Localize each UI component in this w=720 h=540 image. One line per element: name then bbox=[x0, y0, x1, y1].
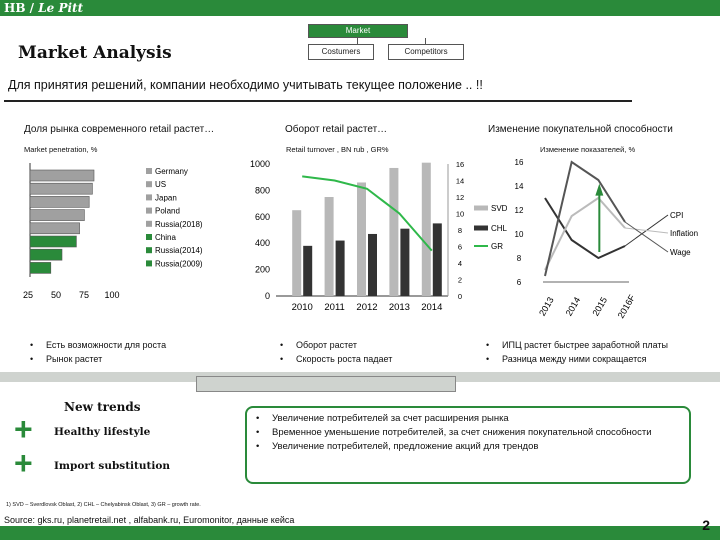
turnover-bullets bbox=[296, 338, 392, 366]
category-label: US bbox=[155, 180, 167, 190]
y2-tick-label: 12 bbox=[455, 193, 465, 202]
legend-swatch bbox=[146, 221, 152, 227]
market-penetration-chart bbox=[20, 155, 250, 305]
brand-logo: HB / Le Pitt bbox=[4, 1, 84, 15]
category-label: Russia(2014) bbox=[155, 246, 203, 256]
bar bbox=[30, 170, 94, 181]
trend-item: Healthy lifestyle bbox=[54, 426, 151, 438]
y-tick-label: 12 bbox=[514, 206, 524, 215]
legend-label: CHL bbox=[491, 224, 508, 233]
y-tick-label: 8 bbox=[516, 254, 522, 263]
x-tick-label: 2013 bbox=[388, 302, 410, 313]
x-tick-label: 2016F bbox=[615, 292, 638, 321]
purchasing-power-chart bbox=[505, 152, 717, 324]
y2-tick-label: 10 bbox=[455, 209, 465, 219]
leader-line bbox=[625, 228, 668, 233]
tab-market[interactable]: Market bbox=[308, 24, 408, 38]
trend-item: Import substitution bbox=[54, 460, 171, 472]
tab-customers[interactable]: Costumers bbox=[308, 44, 374, 60]
turnover-title: Оборот retail растет… bbox=[285, 124, 388, 135]
plus-icon: + bbox=[14, 411, 33, 447]
category-label: China bbox=[155, 233, 176, 242]
footnote: 1) SVD – Sverdlovsk Oblast, 2) CHL – Chelyabinsk Oblast, 3) GR – growth rate. bbox=[6, 502, 201, 508]
y2-tick-label: 6 bbox=[457, 242, 463, 252]
source: Source: gks.ru, planetretail.net , alfabank.ru, Euromonitor, данные кейса bbox=[4, 515, 295, 525]
y-tick-label: 800 bbox=[254, 185, 270, 196]
trend-points bbox=[272, 412, 682, 454]
bar-chl bbox=[400, 229, 409, 296]
legend-label: GR bbox=[491, 242, 503, 251]
tab-competitors[interactable]: Competitors bbox=[388, 44, 464, 60]
bar bbox=[30, 196, 89, 207]
bullet: • Временное уменьшение потребителей, за счет снижения покупательной способности bbox=[272, 426, 682, 440]
page-number: 2 bbox=[702, 517, 710, 533]
turnover-subtitle: Retail turnover , BN rub , GR% bbox=[286, 145, 389, 154]
bullet: • Разница между ними сокращается bbox=[502, 352, 668, 366]
y-tick-label: 16 bbox=[514, 158, 524, 167]
tick-label: 100 bbox=[104, 290, 120, 300]
headline: Для принятия решений, компании необходимо учитывать текущее положение .. !! bbox=[8, 78, 483, 92]
category-label: Poland bbox=[155, 206, 180, 216]
x-tick-label: 2013 bbox=[537, 295, 556, 318]
line-gr bbox=[302, 176, 432, 250]
bar bbox=[30, 183, 92, 194]
legend-swatch bbox=[146, 208, 152, 214]
category-label: Russia(2018) bbox=[155, 219, 203, 229]
y2-tick-label: 4 bbox=[457, 259, 463, 268]
y-tick-label: 6 bbox=[516, 278, 522, 287]
y2-tick-label: 16 bbox=[455, 160, 465, 169]
series-line bbox=[545, 198, 625, 270]
x-tick-label: 2014 bbox=[421, 302, 443, 313]
legend-swatch bbox=[146, 168, 152, 174]
y-tick-label: 600 bbox=[254, 211, 270, 222]
top-bar bbox=[0, 0, 720, 16]
y-tick-label: 10 bbox=[514, 230, 524, 239]
bar-svd bbox=[292, 210, 301, 296]
x-tick-label: 2011 bbox=[324, 302, 345, 313]
divider bbox=[4, 100, 632, 102]
bar-chl bbox=[433, 223, 442, 296]
retail-turnover-chart bbox=[248, 152, 518, 324]
legend-label: CPI bbox=[670, 211, 684, 220]
bar-svd bbox=[325, 197, 334, 296]
y2-tick-label: 0 bbox=[457, 292, 463, 301]
tick-label: 25 bbox=[22, 290, 34, 300]
x-tick-label: 2012 bbox=[356, 302, 378, 313]
y-tick-label: 1000 bbox=[249, 159, 270, 169]
x-tick-label: 2014 bbox=[563, 295, 583, 318]
bullet: • ИПЦ растет быстрее заработной платы bbox=[502, 338, 668, 352]
bar-chl bbox=[303, 246, 312, 296]
legend-swatch bbox=[146, 181, 152, 187]
trends-title: New trends bbox=[64, 400, 141, 414]
series-line bbox=[545, 162, 625, 276]
legend-label: SVD bbox=[491, 204, 508, 213]
bar-svd bbox=[389, 168, 398, 296]
bar-svd bbox=[357, 182, 366, 296]
bar-chl bbox=[336, 241, 345, 296]
page-title: Market Analysis bbox=[18, 43, 172, 63]
y2-tick-label: 14 bbox=[455, 176, 465, 186]
leader-line bbox=[625, 222, 668, 252]
bar bbox=[30, 236, 76, 247]
category-label: Germany bbox=[155, 167, 188, 176]
y-tick-label: 400 bbox=[254, 238, 270, 249]
share-bullets bbox=[46, 338, 166, 366]
bar bbox=[30, 210, 84, 221]
y-tick-label: 0 bbox=[264, 291, 270, 301]
purchasing-bullets bbox=[502, 338, 668, 366]
x-tick-label: 2010 bbox=[291, 302, 313, 313]
summary-box bbox=[196, 376, 456, 392]
footer-bar bbox=[0, 526, 720, 540]
bar bbox=[30, 262, 51, 273]
bar-chl bbox=[368, 234, 377, 296]
bullet: • Увеличение потребителей, предложение акций для трендов bbox=[272, 440, 682, 454]
share-subtitle: Market penetration, % bbox=[24, 145, 98, 154]
bullet: • Скорость роста падает bbox=[296, 352, 392, 366]
category-label: Russia(2009) bbox=[155, 259, 203, 269]
y-tick-label: 14 bbox=[514, 182, 524, 191]
legend-swatch bbox=[146, 247, 152, 253]
share-title: Доля рынка современного retail растет… bbox=[24, 124, 215, 135]
bar bbox=[30, 223, 80, 234]
bar bbox=[30, 249, 62, 260]
bullet: • Увеличение потребителей за счет расширения рынка bbox=[272, 412, 682, 426]
bar-svd bbox=[422, 163, 431, 296]
tick-label: 50 bbox=[50, 290, 62, 300]
y-tick-label: 200 bbox=[254, 264, 270, 275]
bullet: • Есть возможности для роста bbox=[46, 338, 166, 352]
y2-tick-label: 2 bbox=[457, 275, 463, 285]
bullet: • Рынок растет bbox=[46, 352, 166, 366]
x-tick-label: 2015 bbox=[590, 295, 610, 318]
y2-tick-label: 8 bbox=[457, 226, 463, 235]
legend-swatch bbox=[146, 260, 152, 266]
category-label: Japan bbox=[155, 193, 177, 203]
purchasing-subtitle: Изменение показателей, % bbox=[540, 145, 636, 154]
legend-label: Wage bbox=[670, 248, 691, 257]
legend-swatch bbox=[146, 234, 152, 240]
plus-icon: + bbox=[14, 445, 33, 481]
legend-label: Inflation bbox=[670, 229, 699, 238]
tick-label: 75 bbox=[78, 290, 90, 300]
bullet: • Оборот растет bbox=[296, 338, 392, 352]
purchasing-title: Изменение покупательной способности bbox=[488, 124, 673, 135]
legend-swatch bbox=[146, 194, 152, 200]
